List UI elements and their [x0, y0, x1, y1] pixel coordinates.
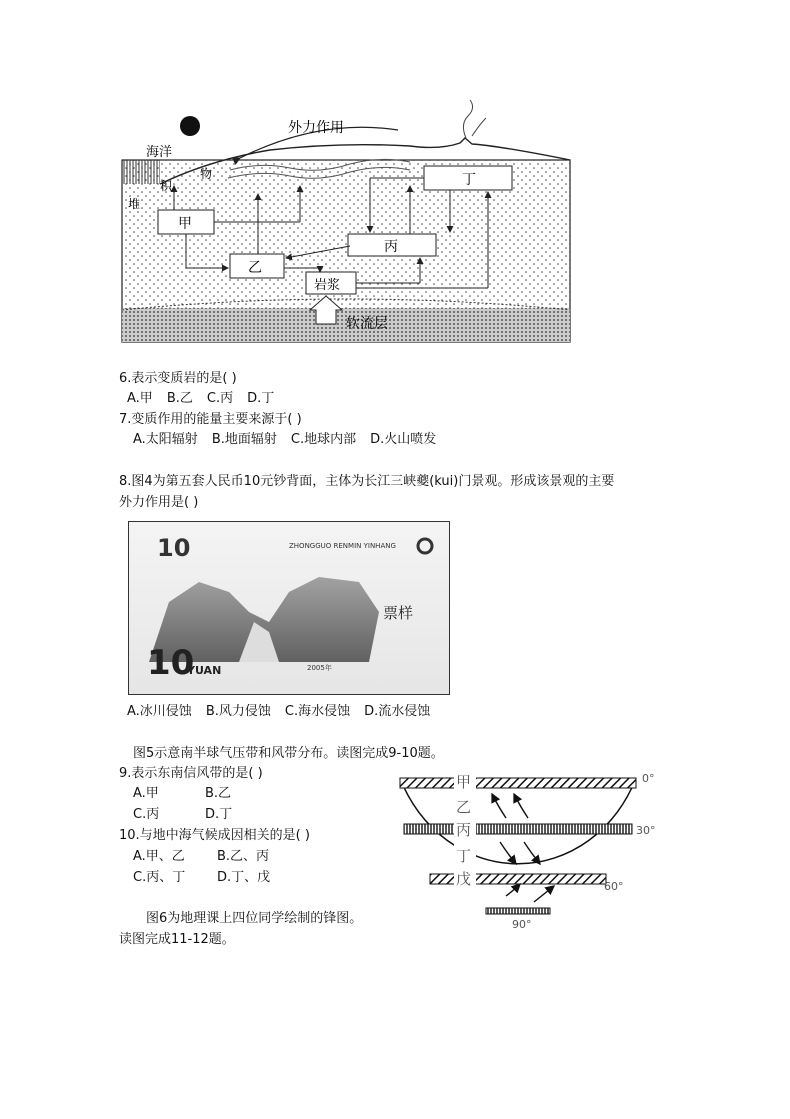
- belt-yi-label: 乙: [456, 798, 472, 816]
- q9-options-row1: [133, 785, 245, 803]
- q6-options: [127, 390, 288, 408]
- box-jia-label: 甲: [178, 216, 192, 232]
- q8-option-b[interactable]: B.风力侵蚀: [205, 704, 271, 719]
- q10-stem: 10.与地中海气候成因相关的是( ): [119, 828, 310, 843]
- q10-options-row1: [133, 848, 283, 866]
- fig6-intro-line2: 读图完成11-12题。: [119, 932, 235, 947]
- belt-jia-label: 甲: [456, 773, 472, 791]
- q7-options: [133, 431, 450, 449]
- note-value-top: 10: [157, 534, 191, 562]
- box-ding-label: 丁: [462, 172, 476, 188]
- pressure-wind-belt-figure: [394, 766, 669, 932]
- q8-stem-line1: 8.图4为第五套人民币10元钞背面，主体为长江三峡夔(kui)门景观。形成该景观的主要: [119, 474, 615, 489]
- q7-option-a[interactable]: A.太阳辐射: [133, 432, 198, 447]
- q9-option-a[interactable]: A.甲: [133, 786, 159, 801]
- q9-options-row2: [133, 806, 246, 824]
- note-year: 2005年: [307, 664, 332, 672]
- svg-text:堆: 堆: [128, 197, 141, 211]
- q7-option-c[interactable]: C.地球内部: [290, 432, 357, 447]
- ocean-label: 海洋: [146, 145, 173, 160]
- lat-90-label: 90°: [512, 918, 532, 931]
- note-header: ZHONGGUO RENMIN YINHANG: [289, 542, 396, 550]
- magma-label: 岩浆: [314, 278, 341, 293]
- lat-0-label: 0°: [642, 772, 655, 785]
- note-value-bottom: 10: [147, 643, 195, 683]
- fig6-intro-line1: 图6为地理课上四位同学绘制的锋图。: [146, 911, 363, 926]
- note-currency: YUAN: [187, 664, 222, 677]
- belt-wu-label: 戊: [456, 870, 472, 888]
- q10-option-d[interactable]: D.丁、戊: [217, 870, 271, 885]
- q10-options-row2: [133, 869, 284, 887]
- q9-option-b[interactable]: B.乙: [205, 786, 232, 801]
- q9-option-c[interactable]: C.丙: [133, 807, 160, 822]
- box-yi-label: 乙: [248, 260, 262, 276]
- q9-stem: 9.表示东南信风带的是( ): [119, 766, 263, 781]
- q10-option-b[interactable]: B.乙、丙: [217, 849, 270, 864]
- external-force-label: 外力作用: [288, 120, 344, 136]
- note-stamp: 票样: [383, 604, 414, 622]
- fig5-intro: 图5示意南半球气压带和风带分布。读图完成9-10题。: [133, 746, 444, 761]
- q8-options: [127, 703, 444, 721]
- q6-option-b[interactable]: B.乙: [166, 391, 193, 406]
- asthenosphere-label: 软流层: [346, 316, 388, 332]
- q6-option-d[interactable]: D.丁: [247, 391, 275, 406]
- belt-bing-label: 丙: [456, 821, 472, 839]
- q8-stem-line2: 外力作用是( ): [119, 495, 199, 510]
- q8-option-a[interactable]: A.冰川侵蚀: [127, 704, 192, 719]
- box-bing-label: 丙: [384, 239, 398, 255]
- svg-text:物: 物: [200, 167, 213, 181]
- q6-stem: 6.表示变质岩的是( ): [119, 371, 237, 386]
- svg-text:积: 积: [160, 179, 173, 193]
- q7-stem: 7.变质作用的能量主要来源于( ): [119, 412, 302, 427]
- q8-option-c[interactable]: C.海水侵蚀: [284, 704, 351, 719]
- q8-option-d[interactable]: D.流水侵蚀: [364, 704, 431, 719]
- q6-option-c[interactable]: C.丙: [206, 391, 234, 406]
- rock-cycle-figure: [120, 98, 572, 346]
- lat-60-label: 60°: [604, 880, 624, 893]
- banknote-image: [128, 521, 450, 695]
- q10-option-c[interactable]: C.丙、丁: [133, 870, 186, 885]
- q10-option-a[interactable]: A.甲、乙: [133, 849, 185, 864]
- q7-option-d[interactable]: D.火山喷发: [370, 432, 437, 447]
- q6-option-a[interactable]: A.甲: [127, 391, 153, 406]
- q9-option-d[interactable]: D.丁: [205, 807, 233, 822]
- belt-ding-label: 丁: [456, 847, 472, 865]
- q7-option-b[interactable]: B.地面辐射: [211, 432, 277, 447]
- lat-30-label: 30°: [636, 824, 656, 837]
